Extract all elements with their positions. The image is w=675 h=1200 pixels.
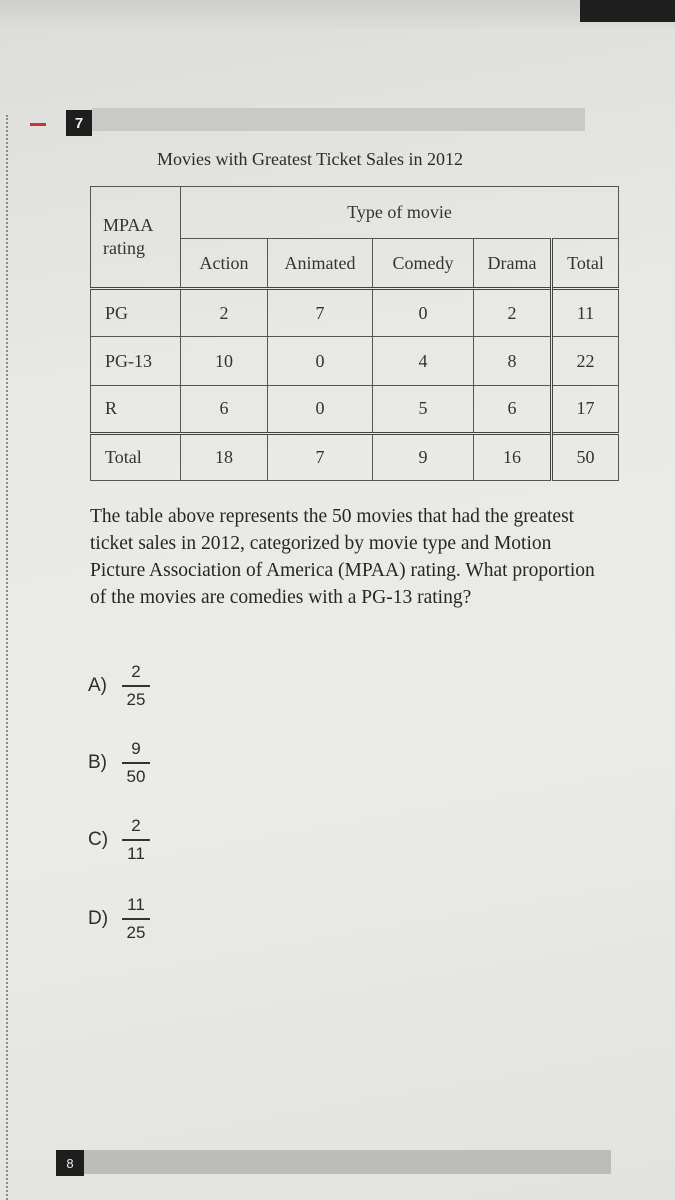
table-cell: 16	[474, 433, 552, 480]
page-number: 8	[56, 1150, 84, 1176]
choice-letter: C)	[88, 828, 109, 850]
table-row-total	[91, 433, 619, 480]
table-cell-total: 11	[552, 289, 619, 337]
row-label: R	[91, 385, 181, 433]
table-cell: 10	[181, 337, 268, 385]
choice-letter: D)	[88, 907, 109, 929]
page-top-edge	[0, 0, 675, 28]
question-number-badge: 7	[66, 110, 92, 136]
table-cell: 0	[268, 385, 373, 433]
choice-fraction	[122, 739, 150, 787]
page-margin-dotted-line	[6, 115, 8, 1200]
rating-header-line1: MPAA	[103, 214, 154, 235]
table-row-pg	[91, 289, 619, 337]
question-text: The table above represents the 50 movies that had the greatest ticket sales in 2012, categorized by movie type and Motion Picture Association of America (MPAA) rating. What proportion of the movies are comedies with a PG-13 rating?	[90, 506, 595, 608]
table-cell-total: 22	[552, 337, 619, 385]
choice-fraction	[122, 816, 150, 864]
col-header-drama: Drama	[474, 239, 552, 289]
table-cell: 4	[373, 337, 474, 385]
data-table-container	[90, 186, 618, 481]
table-cell: 6	[181, 385, 268, 433]
table-cell-grand-total: 50	[552, 433, 619, 480]
table-title: Movies with Greatest Ticket Sales in 2012	[157, 149, 463, 169]
table-cell: 6	[474, 385, 552, 433]
page-footer-bar	[84, 1150, 611, 1174]
table-cell: 0	[268, 337, 373, 385]
table-cell: 2	[181, 289, 268, 337]
fraction-bar	[122, 762, 150, 764]
numerator: 2	[131, 816, 141, 835]
choice-fraction	[122, 895, 150, 943]
choice-a[interactable]	[88, 662, 150, 710]
col-header-total: Total	[552, 239, 619, 289]
row-label: PG-13	[91, 337, 181, 385]
fraction-bar	[122, 918, 150, 920]
denominator: 11	[127, 843, 145, 863]
question-header-bar	[92, 108, 585, 131]
numerator: 2	[131, 662, 141, 681]
denominator: 25	[126, 689, 146, 709]
question-marker-dash	[30, 123, 46, 126]
choice-letter: A)	[88, 674, 107, 696]
choice-c[interactable]	[88, 816, 150, 864]
table-row-pg13	[91, 337, 619, 385]
col-header-comedy: Comedy	[373, 239, 474, 289]
fraction-bar	[122, 839, 150, 841]
table-row-r	[91, 385, 619, 433]
choice-fraction	[122, 662, 150, 710]
movies-table	[90, 186, 619, 481]
table-cell: 7	[268, 289, 373, 337]
table-cell: 8	[474, 337, 552, 385]
background-dark-corner	[580, 0, 675, 22]
fraction-bar	[122, 685, 150, 687]
choice-letter: B)	[88, 751, 107, 773]
numerator: 11	[127, 895, 145, 914]
choice-d[interactable]	[88, 895, 150, 943]
type-of-movie-header: Type of movie	[181, 187, 619, 239]
row-label: PG	[91, 289, 181, 337]
table-cell-total: 17	[552, 385, 619, 433]
table-cell: 0	[373, 289, 474, 337]
mpaa-rating-header	[91, 187, 181, 289]
denominator: 50	[126, 766, 146, 786]
table-cell: 7	[268, 433, 373, 480]
table-cell: 9	[373, 433, 474, 480]
table-cell: 5	[373, 385, 474, 433]
denominator: 25	[126, 922, 146, 942]
rating-header-line2: rating	[103, 238, 145, 259]
table-cell: 2	[474, 289, 552, 337]
choice-b[interactable]	[88, 739, 150, 787]
numerator: 9	[131, 739, 141, 758]
col-header-animated: Animated	[268, 239, 373, 289]
row-label: Total	[91, 433, 181, 480]
table-cell: 18	[181, 433, 268, 480]
col-header-action: Action	[181, 239, 268, 289]
